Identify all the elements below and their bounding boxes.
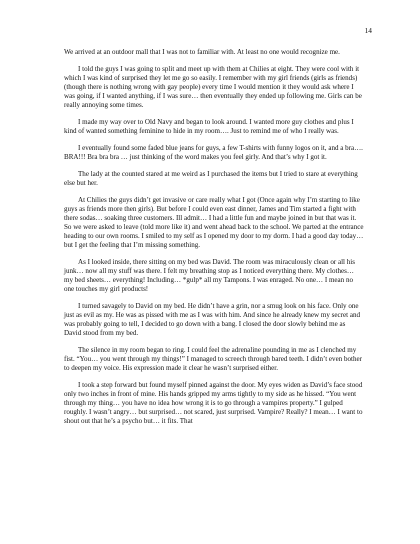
paragraph: I made my way over to Old Navy and began to look around. I wanted more guy clothes and plus I kind of wanted something feminine to hide in my room…. Just to remind me of who I really was.: [64, 118, 354, 135]
paragraph: I took a step forward but found myself pinned against the door. My eyes widen as David’s face stood only two inches in front of mine. His hands gripped my arms tightly to my side as he hissed. “You went through my thing… you have no idea how wrong it is to go through a vampires property.” I gulped roughly. I wasn’t angry… but surprised… not scared, just surprised. Vampire? Really? I mean… I want to shout out that he’s a psycho but… it fits. That: [64, 381, 363, 425]
body-text: [64, 48, 364, 434]
page-number: 14: [364, 26, 372, 35]
paragraph: At Chilies the guys didn’t get invasive or care really what I got (Once again why I’m starting to like guys as friends more then girls). But before I could even east dinner, James and Tim started a fight with there sodas… soaking three customers. Ill admit… I had a little fun and maybe joined in but that was it. So we were asked to leave (told more like it) and went ahead back to the school. We parted at the entrance heading to our own rooms. I smiled to my self as I opened my door to my dorm. I had a good day today… but I get the feeling that I’m missing something.: [64, 196, 364, 249]
paragraph: The lady at the counted stared at me weird as I purchased the items but I tried to stare at everything else but her.: [64, 170, 358, 187]
paragraph: As I looked inside, there sitting on my bed was David. The room was miraculously clean or all his junk… now all my stuff was there. I felt my breathing stop as I noticed everything there. My clothes… my bed sheets… everything! Including… *gulp* all my Tampons. I was enraged. No one… I mean no one touches my girl products!: [64, 258, 355, 293]
paragraph: I told the guys I was going to split and meet up with them at Chilies at eight. They were cool with it which I was kind of surprised they let me go so easily. I remember with my girl friends (girls as friends) (though there is nothing wrong with gay people) every time I would mention it they would ask where I was going, if I wanted anything, if I was sure… then eventually they ended up following me. Girls can be really annoying some times.: [64, 65, 362, 109]
paragraph: The silence in my room began to ring. I could feel the adrenaline pounding in me as I clenched my fist. “You… you went through my things!” I managed to screech through bared teeth. I didn’t even bother to deepen my voice. His expression made it clear he wasn’t surprised either.: [64, 346, 362, 372]
paragraph: I eventually found some faded blue jeans for guys, a few T-shirts with funny logos on it, and a bra…. BRA!!! Bra bra bra … just thinking of the word makes you feel girly. And that’s why I got it.: [64, 144, 363, 161]
paragraph: We arrived at an outdoor mall that I was not to familiar with. At least no one would recognize me.: [64, 48, 340, 56]
paragraph: I turned savagely to David on my bed. He didn’t have a grin, nor a smug look on his face. Only one just as evil as my. He was as pissed with me as I was with him. And since he already knew my secret and was probably going to tell, I decided to go down with a bang. I closed the door slowly behind me as David stood from my bed.: [64, 302, 361, 337]
